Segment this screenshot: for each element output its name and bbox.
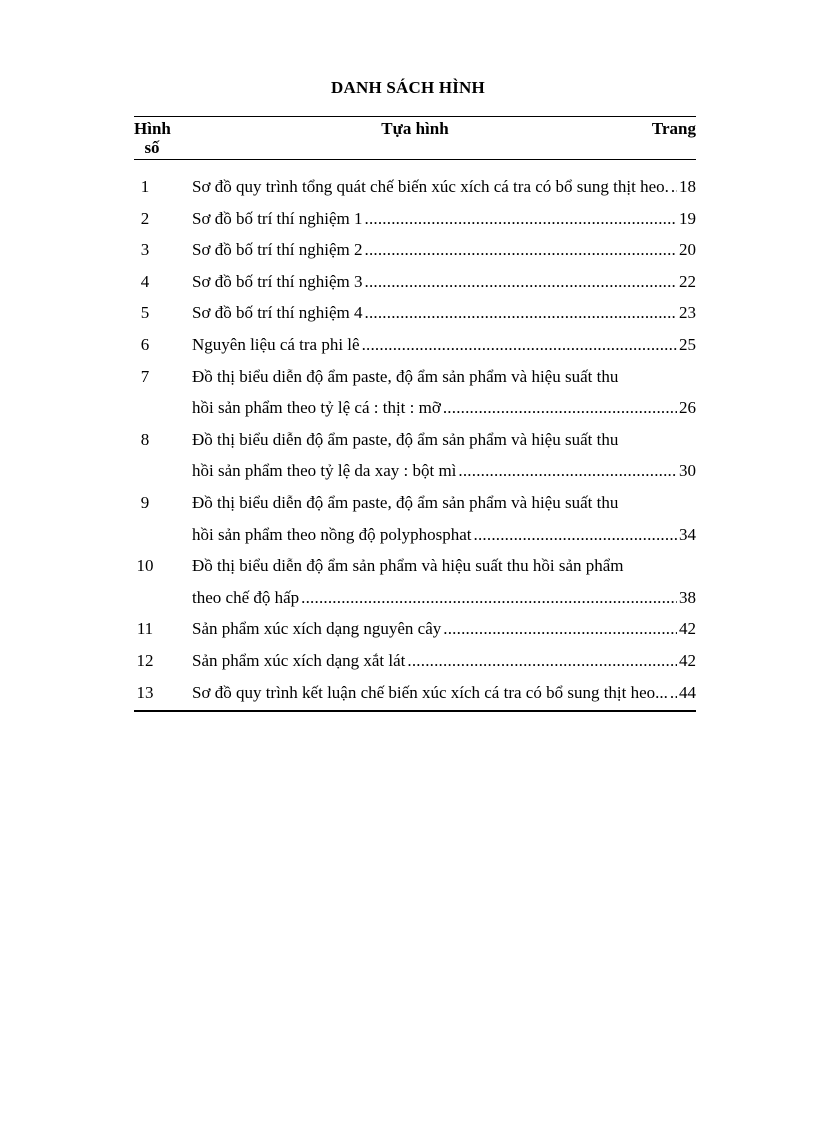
figure-entry-content xyxy=(192,266,696,298)
figure-page-number: 42 xyxy=(679,650,696,670)
dot-leader xyxy=(443,392,677,424)
figure-number: 9 xyxy=(140,492,150,512)
figure-entry-row xyxy=(134,203,696,235)
figure-entry-row xyxy=(134,266,696,298)
figure-page-number: 23 xyxy=(679,303,696,323)
figure-number: 10 xyxy=(136,556,154,576)
figure-title-line xyxy=(192,424,696,456)
figure-number: 11 xyxy=(136,619,154,639)
figure-title-line xyxy=(192,234,696,266)
figure-page-number: 20 xyxy=(679,240,696,260)
figure-title-line xyxy=(192,645,696,677)
figure-title-line xyxy=(192,361,696,393)
figure-entry-content xyxy=(192,361,696,424)
figure-title-text: theo chế độ hấp xyxy=(192,587,300,607)
figure-title-line xyxy=(192,203,696,235)
figure-entry-row xyxy=(134,361,696,424)
figure-entry-row xyxy=(134,677,696,709)
figure-number: 8 xyxy=(140,429,150,449)
figure-number: 13 xyxy=(136,682,154,702)
figure-entry-row xyxy=(134,645,696,677)
dot-leader xyxy=(365,297,678,329)
figure-title-text: Nguyên liệu cá tra phi lê xyxy=(192,334,360,354)
figure-title-text: Đồ thị biểu diễn độ ẩm sản phẩm và hiệu suất thu hồi sản phẩm xyxy=(192,556,624,576)
figure-title-line xyxy=(192,487,696,519)
figure-title-text: Sơ đồ bố trí thí nghiệm 2 xyxy=(192,240,363,260)
figure-page-number: 19 xyxy=(679,208,696,228)
figure-page-number: 44 xyxy=(679,682,696,702)
figure-entry-content xyxy=(192,424,696,487)
dot-leader xyxy=(362,329,677,361)
figure-number: 5 xyxy=(140,303,150,323)
figure-title-line xyxy=(192,519,696,551)
figure-entry-content xyxy=(192,297,696,329)
figure-title-line xyxy=(192,266,696,298)
dot-leader xyxy=(407,645,677,677)
figure-page-number: 26 xyxy=(679,398,696,418)
figure-title-text: Sơ đồ bố trí thí nghiệm 1 xyxy=(192,208,363,228)
figure-title-text: Đồ thị biểu diễn độ ẩm paste, độ ẩm sản phẩm và hiệu suất thu xyxy=(192,492,619,512)
figure-title-text: Sản phẩm xúc xích dạng xắt lát xyxy=(192,650,406,670)
figure-entry-row xyxy=(134,487,696,550)
figure-number: 3 xyxy=(140,240,150,260)
figure-title-line xyxy=(192,455,696,487)
dot-leader xyxy=(365,203,678,235)
page-title: DANH SÁCH HÌNH xyxy=(331,78,485,97)
figure-title-text: Đồ thị biểu diễn độ ẩm paste, độ ẩm sản phẩm và hiệu suất thu xyxy=(192,366,619,386)
figure-title-text: Sơ đồ bố trí thí nghiệm 3 xyxy=(192,271,363,291)
figure-title-text: hồi sản phẩm theo nồng độ polyphosphat xyxy=(192,524,472,544)
figure-entry-content xyxy=(192,234,696,266)
figure-title-text: Sản phẩm xúc xích dạng nguyên cây xyxy=(192,619,442,639)
header-figure-title: Tựa hình xyxy=(381,119,449,138)
dot-leader xyxy=(474,519,677,551)
figure-number: 6 xyxy=(140,334,150,354)
figure-title-line xyxy=(192,297,696,329)
figure-title-text: Đồ thị biểu diễn độ ẩm paste, độ ẩm sản phẩm và hiệu suất thu xyxy=(192,429,619,449)
figure-page-number: 42 xyxy=(679,619,696,639)
figure-entry-row xyxy=(134,234,696,266)
header-figure-number-line2: số xyxy=(144,138,160,157)
figure-list-table xyxy=(134,116,696,712)
dot-leader xyxy=(671,171,677,203)
figure-number: 12 xyxy=(136,650,154,670)
figure-entry-content xyxy=(192,550,696,613)
figure-entry-content xyxy=(192,203,696,235)
figure-title-line xyxy=(192,329,696,361)
figure-title-line xyxy=(192,171,696,203)
figure-page-number: 25 xyxy=(679,334,696,354)
figure-title-line xyxy=(192,613,696,645)
figure-entry-content xyxy=(192,645,696,677)
figure-entry-row xyxy=(134,424,696,487)
figure-entry-content xyxy=(192,613,696,645)
figure-number: 7 xyxy=(140,366,150,386)
figure-entry-content xyxy=(192,329,696,361)
dot-leader xyxy=(365,234,678,266)
dot-leader xyxy=(458,455,677,487)
header-page: Trang xyxy=(651,119,696,138)
figure-title-line xyxy=(192,582,696,614)
figure-entry-row xyxy=(134,171,696,203)
figure-entry-content xyxy=(192,677,696,709)
dot-leader xyxy=(670,677,677,709)
dot-leader xyxy=(365,266,678,298)
figure-page-number: 18 xyxy=(679,177,696,196)
figure-entry-content xyxy=(192,487,696,550)
figure-page-number: 38 xyxy=(679,587,696,607)
figure-entry-row xyxy=(134,550,696,613)
figure-entry-row xyxy=(134,329,696,361)
figure-number: 1 xyxy=(140,177,150,196)
figure-title-line xyxy=(192,392,696,424)
figure-title-text: hồi sản phẩm theo tỷ lệ cá : thịt : mỡ xyxy=(192,398,441,418)
figure-page-number: 34 xyxy=(679,524,696,544)
figure-title-text: Sơ đồ quy trình tổng quát chế biến xúc xích cá tra có bổ sung thịt heo. xyxy=(192,177,669,196)
figure-number: 4 xyxy=(140,271,150,291)
figure-entry-row xyxy=(134,297,696,329)
dot-leader xyxy=(443,613,677,645)
figure-title-text: Sơ đồ quy trình kết luận chế biến xúc xích cá tra có bổ sung thịt heo... xyxy=(192,682,668,702)
figure-title-line xyxy=(192,550,696,582)
table-header xyxy=(134,117,696,160)
figure-number: 2 xyxy=(140,208,150,228)
figure-entry-content xyxy=(192,171,696,203)
figure-page-number: 30 xyxy=(679,461,696,481)
figure-title-text: hồi sản phẩm theo tỷ lệ da xay : bột mì xyxy=(192,461,457,481)
figure-title-line xyxy=(192,677,696,709)
header-figure-number-line1: Hình xyxy=(134,119,171,138)
figure-entry-row xyxy=(134,613,696,645)
figure-title-text: Sơ đồ bố trí thí nghiệm 4 xyxy=(192,303,363,323)
figure-page-number: 22 xyxy=(679,271,696,291)
dot-leader xyxy=(301,582,677,614)
table-body xyxy=(134,160,696,710)
